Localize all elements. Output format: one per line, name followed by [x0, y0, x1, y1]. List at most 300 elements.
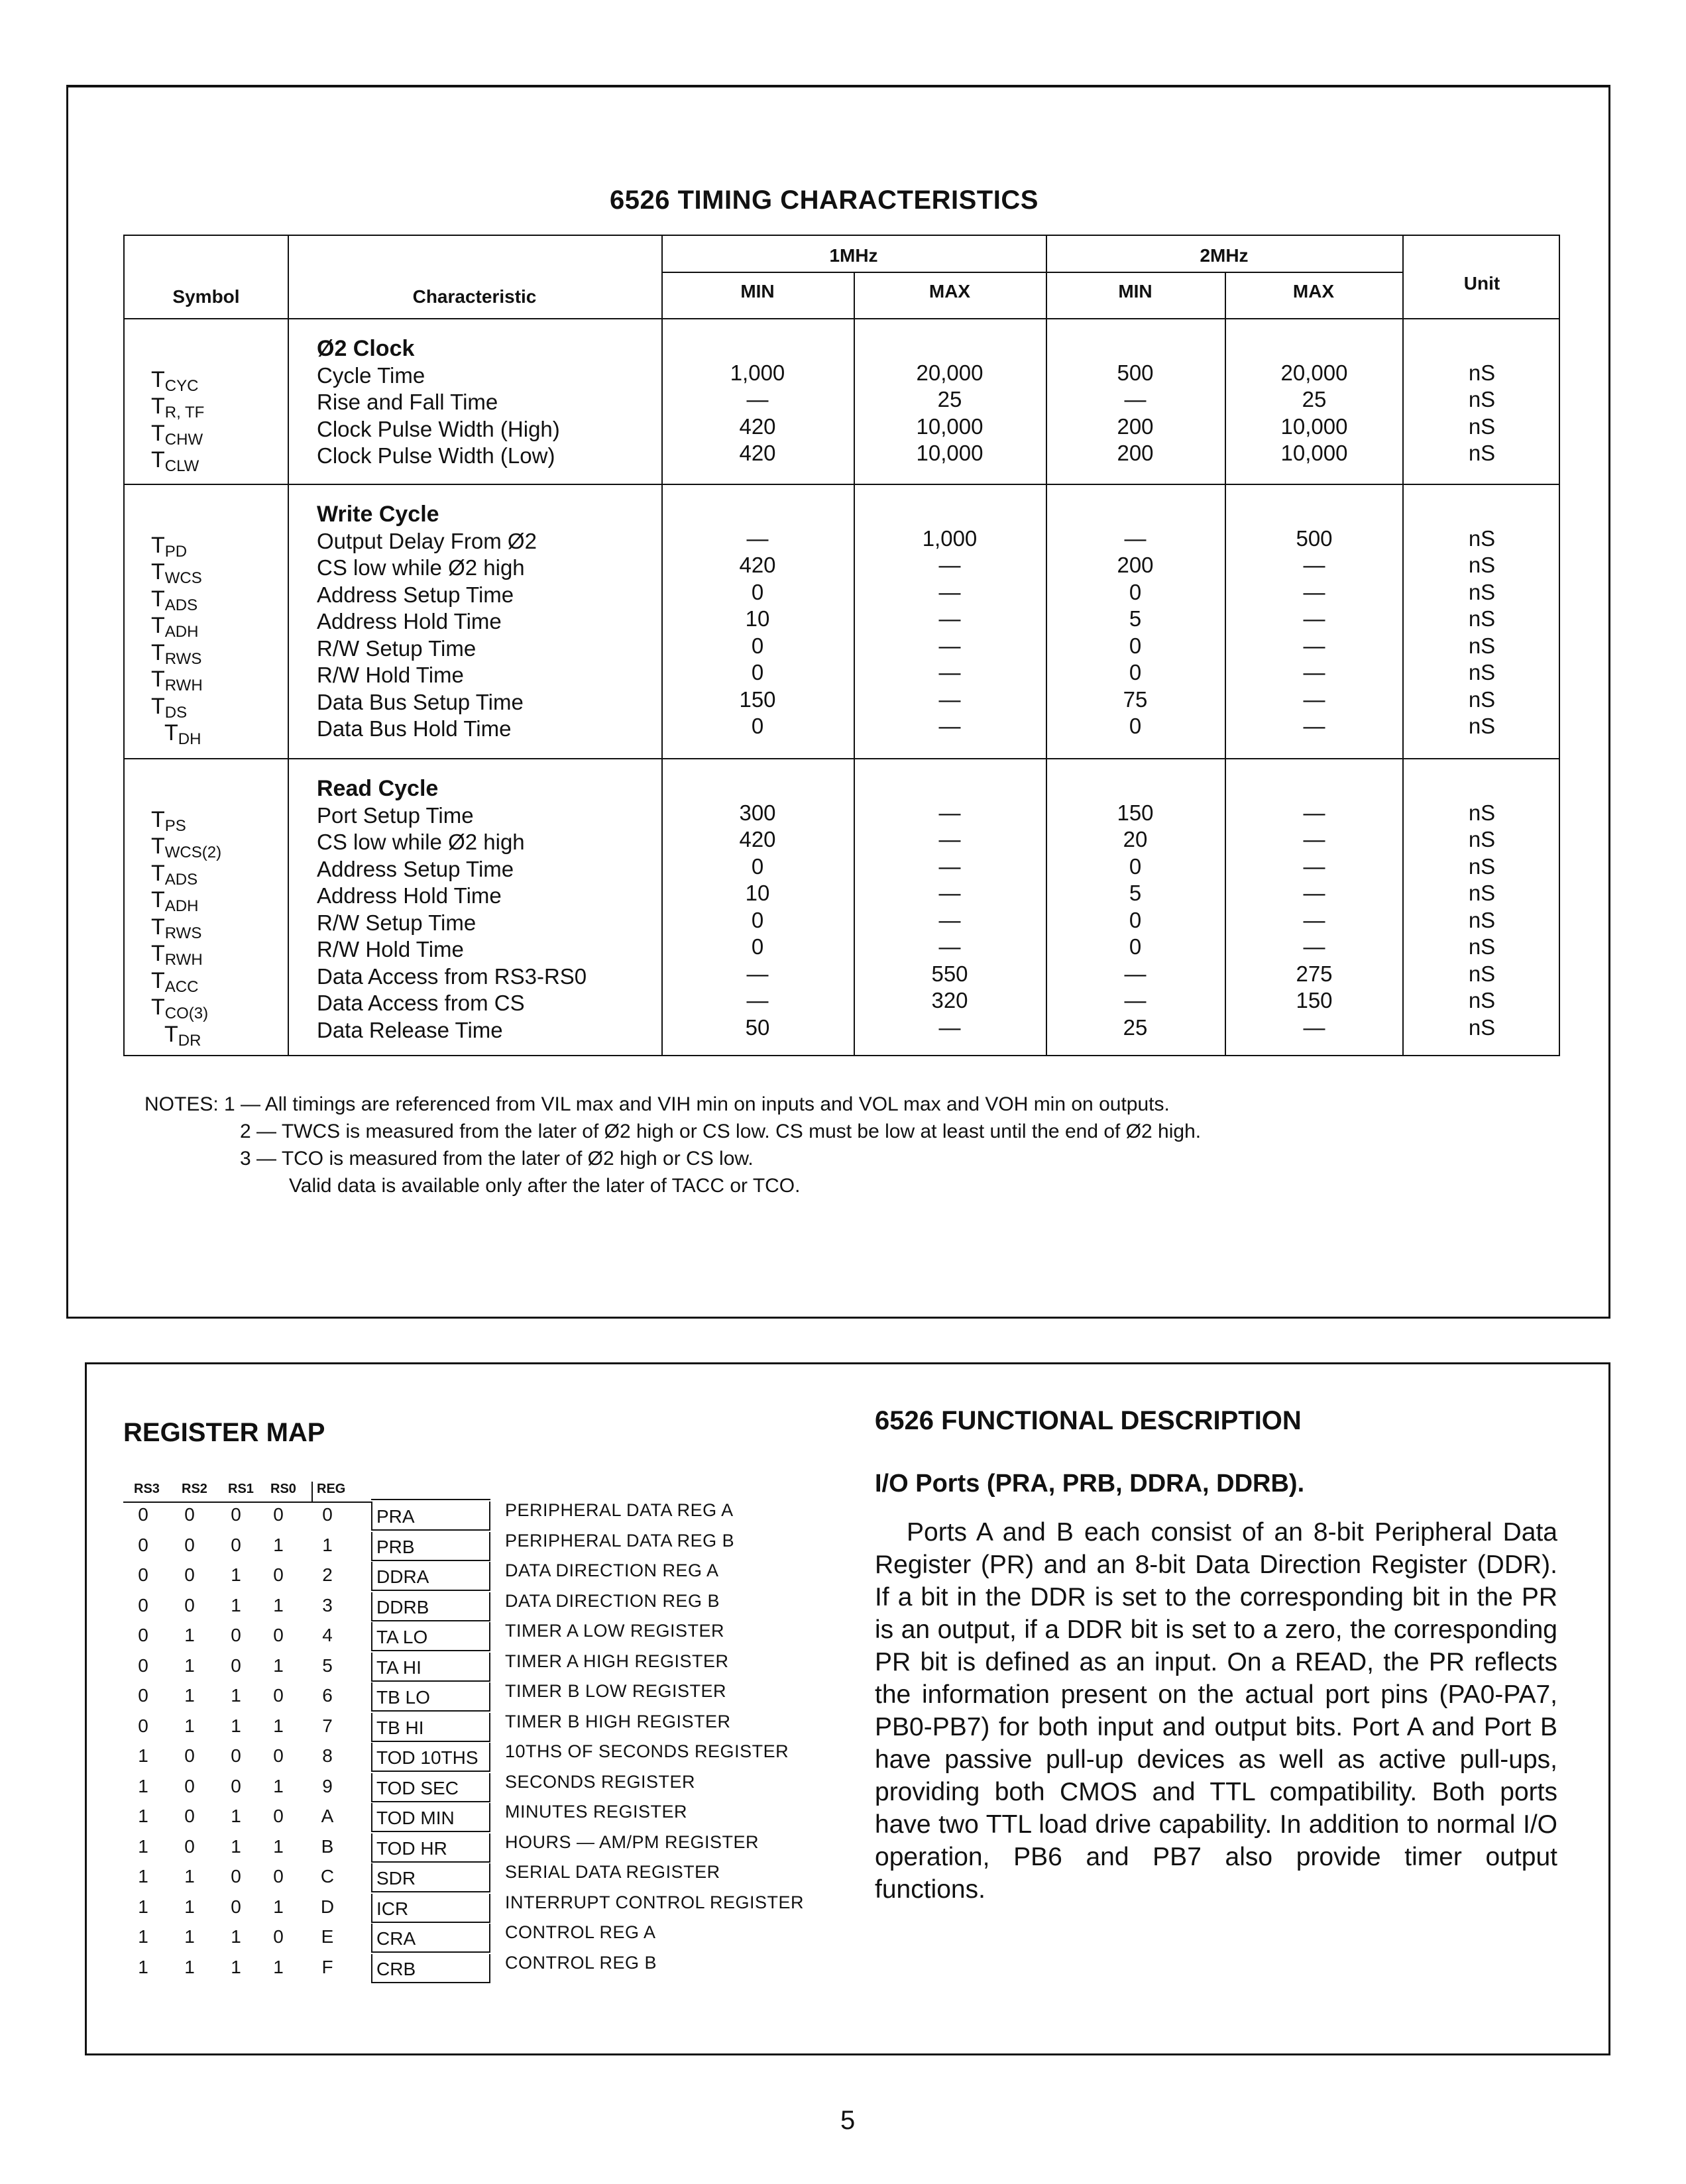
register-bit: 1 — [231, 1956, 241, 1977]
section-heading: Write Cycle — [317, 502, 439, 527]
unit-cell: nS — [1468, 827, 1496, 851]
register-bit: 1 — [273, 1655, 284, 1676]
characteristic-cell: R/W Hold Time — [317, 937, 464, 961]
value-cell-max2: 500 — [1296, 525, 1333, 551]
notes — [144, 1091, 1201, 1199]
register-bit: 1 — [273, 1835, 284, 1857]
register-name: TOD HR — [371, 1833, 490, 1863]
header-max-1mhz: MAX — [928, 281, 971, 301]
characteristic-cell: Address Setup Time — [317, 582, 514, 607]
value-cell-min1: 0 — [751, 853, 764, 879]
value-cell-max2: — — [1303, 934, 1325, 959]
register-description: PERIPHERAL DATA REG A — [505, 1500, 734, 1520]
characteristic-cell: Output Delay From Ø2 — [317, 528, 537, 553]
register-bit: 0 — [231, 1625, 241, 1645]
value-cell-min1: 0 — [751, 714, 764, 738]
register-name: PRB — [371, 1532, 490, 1561]
row-divider — [125, 758, 1559, 759]
characteristic-cell: R/W Setup Time — [317, 635, 477, 661]
register-description: CONTROL REG A — [505, 1922, 656, 1942]
header-divider — [311, 1482, 313, 1502]
register-bit: 1 — [138, 1806, 148, 1826]
symbol-subscript: CO(3) — [164, 1005, 209, 1022]
col-divider — [1402, 236, 1404, 1055]
value-cell-min2: 0 — [1129, 853, 1142, 879]
value-cell-max2: — — [1303, 853, 1325, 879]
register-bit: 1 — [184, 1655, 195, 1676]
register-bit: 0 — [138, 1655, 148, 1676]
register-number: 4 — [322, 1625, 333, 1645]
register-bit: 1 — [273, 1594, 284, 1615]
register-name: TB LO — [371, 1682, 490, 1712]
symbol-subscript: CHW — [164, 430, 203, 449]
header-characteristic: Characteristic — [412, 286, 537, 307]
value-cell-max1: 10,000 — [916, 413, 984, 439]
register-description: CONTROL REG B — [505, 1952, 657, 1973]
register-bit: 0 — [273, 1926, 284, 1947]
register-number: A — [321, 1806, 334, 1826]
register-number: D — [320, 1896, 335, 1917]
unit-cell: nS — [1468, 606, 1496, 631]
register-bit: 1 — [138, 1956, 148, 1977]
symbol-subscript: WCS(2) — [164, 844, 222, 861]
value-cell-min2: 150 — [1117, 800, 1154, 825]
unit-cell: nS — [1468, 934, 1496, 959]
symbol-subscript: WCS — [164, 569, 202, 587]
register-bit: 1 — [231, 1685, 241, 1706]
register-bit: 0 — [184, 1806, 195, 1826]
register-number: E — [321, 1926, 334, 1947]
register-name: PRA — [371, 1502, 490, 1531]
value-cell-min1: 420 — [739, 827, 776, 851]
register-bit: 0 — [231, 1775, 241, 1796]
register-description: DATA DIRECTION REG B — [505, 1590, 720, 1611]
value-cell-max2: — — [1303, 907, 1325, 932]
symbol-letter: T — [151, 447, 165, 472]
register-number: 2 — [322, 1564, 333, 1585]
register-description: TIMER B LOW REGISTER — [505, 1681, 727, 1701]
unit-cell: nS — [1468, 714, 1496, 738]
value-cell-min1: 0 — [751, 579, 764, 604]
symbol-letter: T — [151, 806, 165, 832]
value-cell-max1: — — [938, 579, 961, 604]
register-number: 0 — [322, 1504, 333, 1525]
value-cell-min1: 0 — [751, 660, 764, 684]
value-cell-max1: — — [938, 934, 961, 959]
register-bit: 0 — [273, 1866, 284, 1886]
symbol-subscript: RWS — [164, 649, 202, 668]
value-cell-max1: 25 — [937, 387, 962, 411]
symbol-subscript: ADH — [164, 897, 199, 915]
register-bit: 1 — [273, 1896, 284, 1917]
register-name: DDRB — [371, 1592, 490, 1621]
value-cell-max1: — — [938, 827, 961, 851]
register-description: TIMER A LOW REGISTER — [505, 1621, 725, 1641]
value-cell-min2: — — [1124, 387, 1147, 411]
page-number: 5 — [840, 2106, 856, 2135]
value-cell-max2: — — [1303, 827, 1325, 851]
value-cell-min1: 0 — [751, 934, 764, 959]
value-cell-min1: 420 — [739, 441, 776, 465]
symbol-subscript: ACC — [164, 977, 199, 996]
unit-cell: nS — [1468, 525, 1496, 551]
register-bit: 0 — [184, 1745, 195, 1766]
register-name: TA LO — [371, 1622, 490, 1651]
value-cell-min2: 0 — [1129, 907, 1142, 932]
header-min-2mhz: MIN — [1118, 281, 1152, 301]
register-bit: 1 — [138, 1866, 148, 1886]
symbol-subscript: CYC — [164, 376, 199, 395]
register-bit: 0 — [273, 1625, 284, 1645]
register-map-title: REGISTER MAP — [123, 1418, 325, 1447]
value-cell-max2: — — [1303, 553, 1325, 577]
register-bit: 0 — [273, 1806, 284, 1826]
register-bit: 0 — [231, 1504, 241, 1525]
value-cell-max1: — — [938, 660, 961, 684]
register-description: SECONDS REGISTER — [505, 1771, 696, 1792]
section-heading: Ø2 Clock — [317, 336, 415, 361]
value-cell-min2: 0 — [1129, 934, 1142, 959]
unit-cell: nS — [1468, 660, 1496, 684]
col-divider — [288, 236, 289, 1055]
symbol-subscript: RWH — [164, 677, 203, 694]
characteristic-cell: CS low while Ø2 high — [317, 830, 525, 854]
register-bit: 1 — [273, 1534, 284, 1555]
register-bit: 0 — [273, 1504, 284, 1525]
value-cell-max1: 10,000 — [916, 441, 984, 465]
value-cell-min2: 200 — [1117, 441, 1154, 465]
value-cell-min1: 420 — [739, 553, 776, 577]
register-description: DATA DIRECTION REG A — [505, 1560, 719, 1580]
symbol-subscript: ADS — [164, 596, 198, 614]
register-bit: 0 — [273, 1564, 284, 1585]
unit-cell: nS — [1468, 881, 1496, 905]
value-cell-min2: 0 — [1129, 633, 1142, 658]
register-bit: 1 — [184, 1685, 195, 1706]
value-cell-max1: — — [938, 853, 961, 879]
register-bit: 1 — [138, 1896, 148, 1917]
symbol-letter: T — [151, 887, 165, 912]
symbol-subscript: DR — [178, 1031, 201, 1050]
register-description: TIMER A HIGH REGISTER — [505, 1651, 729, 1671]
register-bit: 1 — [231, 1926, 241, 1947]
functional-description-body: Ports A and B each consist of an 8-bit Peripheral Data Register (PR) and an 8-bit Data Direction Register (DDR). If a bit in the DDR is set to the corresponding bit in the PR is an output, if a DDR bit is set to a zero, the corresponding PR bit is defined as an input. On a READ, the PR reflects the information present on the actual port pins (PA0-PA7, PB0-PB7) for both input and output bits. Port A and Port B have passive pull-up devices as well as active pull-ups, providing both CMOS and TTL compatibility. Both ports have two TTL load drive capability. In addition to normal I/O operation, PB6 and PB7 also provide timer output functions. — [875, 1518, 1557, 1904]
header-symbol: Symbol — [172, 286, 240, 307]
characteristic-cell: R/W Setup Time — [317, 910, 477, 935]
register-bit: 1 — [231, 1806, 241, 1826]
unit-cell: nS — [1468, 579, 1496, 604]
symbol-subscript: DS — [164, 703, 188, 722]
register-name: TB HI — [371, 1713, 490, 1742]
characteristic-cell: Address Hold Time — [317, 609, 502, 633]
value-cell-min2: 5 — [1129, 606, 1142, 631]
register-bit: 0 — [138, 1594, 148, 1615]
register-bit: 0 — [184, 1564, 195, 1585]
value-cell-min1: 150 — [739, 686, 776, 712]
section-heading: Read Cycle — [317, 776, 439, 801]
register-description: TIMER B HIGH REGISTER — [505, 1711, 731, 1731]
value-cell-max2: — — [1303, 686, 1325, 712]
register-name: CRB — [371, 1954, 490, 1983]
symbol-letter: T — [151, 559, 165, 584]
value-cell-max2: — — [1303, 606, 1325, 631]
value-cell-min1: — — [746, 988, 769, 1012]
register-map-header: RS3 — [134, 1482, 160, 1496]
unit-cell: nS — [1468, 686, 1496, 712]
register-bit: 1 — [184, 1956, 195, 1977]
register-bit: 1 — [273, 1956, 284, 1977]
col-divider — [854, 272, 855, 1055]
value-cell-max2: 150 — [1296, 988, 1333, 1012]
value-cell-min1: 1,000 — [730, 360, 785, 385]
value-cell-min2: 5 — [1129, 881, 1142, 905]
symbol-letter: T — [151, 967, 165, 993]
unit-cell: nS — [1468, 413, 1496, 439]
col-divider — [1046, 236, 1047, 1055]
register-bit: 0 — [184, 1504, 195, 1525]
register-bit: 1 — [231, 1594, 241, 1615]
register-bit: 0 — [138, 1685, 148, 1706]
symbol-cell — [164, 1021, 201, 1054]
symbol-cell — [151, 447, 199, 480]
register-number: 5 — [322, 1655, 333, 1676]
value-cell-max1: 1,000 — [922, 525, 978, 551]
symbol-subscript: DH — [178, 730, 201, 748]
symbol-letter: T — [151, 613, 165, 638]
register-bit: 1 — [184, 1625, 195, 1645]
symbol-letter: T — [164, 720, 178, 745]
register-name: CRA — [371, 1924, 490, 1953]
register-description: SERIAL DATA REGISTER — [505, 1862, 720, 1882]
value-cell-max1: — — [938, 553, 961, 577]
register-bit: 1 — [138, 1926, 148, 1947]
unit-cell: nS — [1468, 800, 1496, 825]
unit-cell: nS — [1468, 907, 1496, 932]
register-bit: 0 — [184, 1835, 195, 1857]
characteristic-cell: Data Bus Setup Time — [317, 689, 524, 714]
unit-cell: nS — [1468, 553, 1496, 577]
register-map — [123, 1482, 852, 1998]
value-cell-max2: 275 — [1296, 961, 1333, 986]
register-bit: 1 — [184, 1866, 195, 1886]
register-bit: 1 — [231, 1835, 241, 1857]
symbol-letter: T — [151, 586, 165, 612]
register-bit: 0 — [273, 1685, 284, 1706]
register-bit: 1 — [138, 1835, 148, 1857]
register-name: TOD MIN — [371, 1803, 490, 1832]
symbol-letter: T — [151, 834, 165, 859]
register-number: 7 — [322, 1715, 333, 1736]
functional-description-title: 6526 FUNCTIONAL DESCRIPTION — [875, 1406, 1302, 1435]
value-cell-max1: — — [938, 714, 961, 738]
register-bit: 1 — [184, 1926, 195, 1947]
register-description: PERIPHERAL DATA REG B — [505, 1530, 735, 1551]
register-number: 6 — [322, 1685, 333, 1706]
register-bit: 0 — [184, 1534, 195, 1555]
value-cell-max2: 10,000 — [1280, 441, 1348, 465]
unit-cell: nS — [1468, 360, 1496, 385]
characteristic-cell: Clock Pulse Width (High) — [317, 416, 560, 441]
symbol-letter: T — [151, 639, 165, 665]
timing-title: 6526 TIMING CHARACTERISTICS — [610, 186, 1039, 215]
note-2 — [144, 1118, 1201, 1145]
value-cell-max2: — — [1303, 714, 1325, 738]
characteristic-cell: Data Access from RS3-RS0 — [317, 963, 587, 989]
value-cell-max2: — — [1303, 1014, 1325, 1040]
characteristic-cell: CS low while Ø2 high — [317, 555, 525, 580]
value-cell-min1: 0 — [751, 907, 764, 932]
header-1mhz: 1MHz — [829, 245, 878, 266]
symbol-subscript: PS — [164, 816, 186, 835]
register-bit: 0 — [273, 1745, 284, 1766]
value-cell-min2: — — [1124, 525, 1147, 551]
value-cell-min2: 25 — [1123, 1014, 1148, 1040]
value-cell-min1: 420 — [739, 413, 776, 439]
characteristic-cell: Port Setup Time — [317, 802, 474, 828]
value-cell-min2: 200 — [1117, 553, 1154, 577]
symbol-subscript: ADS — [164, 870, 198, 889]
row-divider — [125, 318, 1559, 319]
symbol-subscript: CLW — [164, 457, 199, 475]
value-cell-max1: — — [938, 800, 961, 825]
note-text: 2 — TWCS is measured from the later of Ø2 high or CS low. CS must be low at least until the end of Ø2 high. — [240, 1120, 1202, 1142]
register-number: B — [321, 1835, 334, 1857]
symbol-letter: T — [151, 394, 165, 419]
note-text: Valid data is available only after the later of TACC or TCO. — [289, 1175, 801, 1197]
register-bit: 0 — [231, 1896, 241, 1917]
value-cell-min2: 200 — [1117, 413, 1154, 439]
symbol-letter: T — [151, 693, 165, 719]
value-cell-max2: — — [1303, 800, 1325, 825]
symbol-letter: T — [151, 941, 165, 966]
value-cell-min2: 500 — [1117, 360, 1154, 385]
value-cell-max2: — — [1303, 881, 1325, 905]
value-cell-min1: — — [746, 525, 769, 551]
note-text: 3 — TCO is measured from the later of Ø2 high or CS low. — [240, 1148, 754, 1170]
symbol-letter: T — [151, 366, 165, 392]
value-cell-min2: — — [1124, 988, 1147, 1012]
register-bit: 0 — [138, 1564, 148, 1585]
register-bit: 0 — [231, 1866, 241, 1886]
characteristic-cell: Address Setup Time — [317, 856, 514, 881]
symbol-subscript: RWH — [164, 951, 203, 969]
register-number: 9 — [322, 1775, 333, 1796]
value-cell-min2: 75 — [1123, 686, 1148, 712]
characteristic-cell: Address Hold Time — [317, 883, 502, 908]
value-cell-max1: — — [938, 686, 961, 712]
register-bit: 0 — [231, 1745, 241, 1766]
header-max-2mhz: MAX — [1292, 281, 1335, 301]
io-ports-subtitle: I/O Ports (PRA, PRB, DDRA, DDRB). — [875, 1470, 1305, 1498]
register-number: C — [320, 1866, 335, 1886]
register-bit: 1 — [138, 1775, 148, 1796]
note-4 — [144, 1172, 1201, 1199]
register-bit: 1 — [231, 1564, 241, 1585]
value-cell-min1: — — [746, 387, 769, 411]
symbol-subscript: R, TF — [164, 404, 205, 421]
value-cell-max2: — — [1303, 579, 1325, 604]
characteristic-cell: Cycle Time — [317, 362, 425, 388]
register-bit: 0 — [138, 1715, 148, 1736]
value-cell-min2: 0 — [1129, 714, 1142, 738]
characteristic-cell: Rise and Fall Time — [317, 390, 498, 414]
notes-label: NOTES: — [144, 1093, 219, 1115]
value-cell-min1: 10 — [745, 606, 770, 631]
symbol-subscript: PD — [164, 542, 188, 561]
row-divider — [661, 272, 1402, 273]
unit-cell: nS — [1468, 387, 1496, 411]
unit-cell: nS — [1468, 633, 1496, 658]
register-description: INTERRUPT CONTROL REGISTER — [505, 1892, 805, 1912]
unit-cell: nS — [1468, 853, 1496, 879]
symbol-letter: T — [151, 420, 165, 446]
register-bit: 0 — [138, 1534, 148, 1555]
value-cell-min2: 0 — [1129, 660, 1142, 684]
register-description: 10THS OF SECONDS REGISTER — [505, 1741, 789, 1761]
name-column-top — [371, 1499, 490, 1500]
note-text: 1 — All timings are referenced from VIL max and VIH min on inputs and VOL max and VOH min on outputs. — [224, 1093, 1170, 1115]
value-cell-max1: — — [938, 633, 961, 658]
register-map-header: RS2 — [182, 1482, 207, 1496]
value-cell-max1: — — [938, 881, 961, 905]
register-map-header: RS0 — [270, 1482, 296, 1496]
register-bit: 1 — [184, 1896, 195, 1917]
register-bit: 1 — [273, 1775, 284, 1796]
value-cell-max2: 25 — [1302, 387, 1327, 411]
unit-cell: nS — [1468, 988, 1496, 1012]
register-number: 3 — [322, 1594, 333, 1615]
value-cell-min2: 0 — [1129, 579, 1142, 604]
register-number: F — [321, 1956, 333, 1977]
note-3 — [144, 1145, 1201, 1172]
unit-cell: nS — [1468, 1014, 1496, 1040]
register-map-header: REG — [317, 1482, 346, 1496]
register-bit: 1 — [138, 1745, 148, 1766]
value-cell-max1: — — [938, 1014, 961, 1040]
value-cell-min1: 10 — [745, 881, 770, 905]
register-bit: 0 — [138, 1625, 148, 1645]
symbol-letter: T — [164, 1021, 178, 1047]
characteristic-cell: Clock Pulse Width (Low) — [317, 443, 555, 468]
value-cell-min1: — — [746, 961, 769, 986]
register-map-header: RS1 — [228, 1482, 254, 1496]
register-number: 1 — [322, 1534, 333, 1555]
timing-table — [123, 235, 1560, 1056]
value-cell-min1: 50 — [745, 1014, 770, 1040]
header-2mhz: 2MHz — [1200, 245, 1249, 266]
value-cell-max2: — — [1303, 633, 1325, 658]
register-description: MINUTES REGISTER — [505, 1802, 688, 1822]
unit-cell: nS — [1468, 961, 1496, 986]
col-divider — [1225, 272, 1226, 1055]
register-bit: 0 — [138, 1504, 148, 1525]
register-name: ICR — [371, 1894, 490, 1923]
value-cell-max1: — — [938, 606, 961, 631]
value-cell-max1: 20,000 — [916, 360, 984, 385]
register-bit: 0 — [184, 1594, 195, 1615]
header-unit: Unit — [1463, 273, 1500, 294]
register-bit: 1 — [184, 1715, 195, 1736]
register-bit: 1 — [231, 1715, 241, 1736]
value-cell-min1: 0 — [751, 633, 764, 658]
characteristic-cell: Data Release Time — [317, 1017, 503, 1042]
header-underline — [123, 1502, 371, 1503]
symbol-letter: T — [151, 995, 165, 1020]
header-min-1mhz: MIN — [740, 281, 775, 301]
note-1 — [144, 1091, 1201, 1118]
value-cell-max2: 10,000 — [1280, 413, 1348, 439]
value-cell-max2: — — [1303, 660, 1325, 684]
